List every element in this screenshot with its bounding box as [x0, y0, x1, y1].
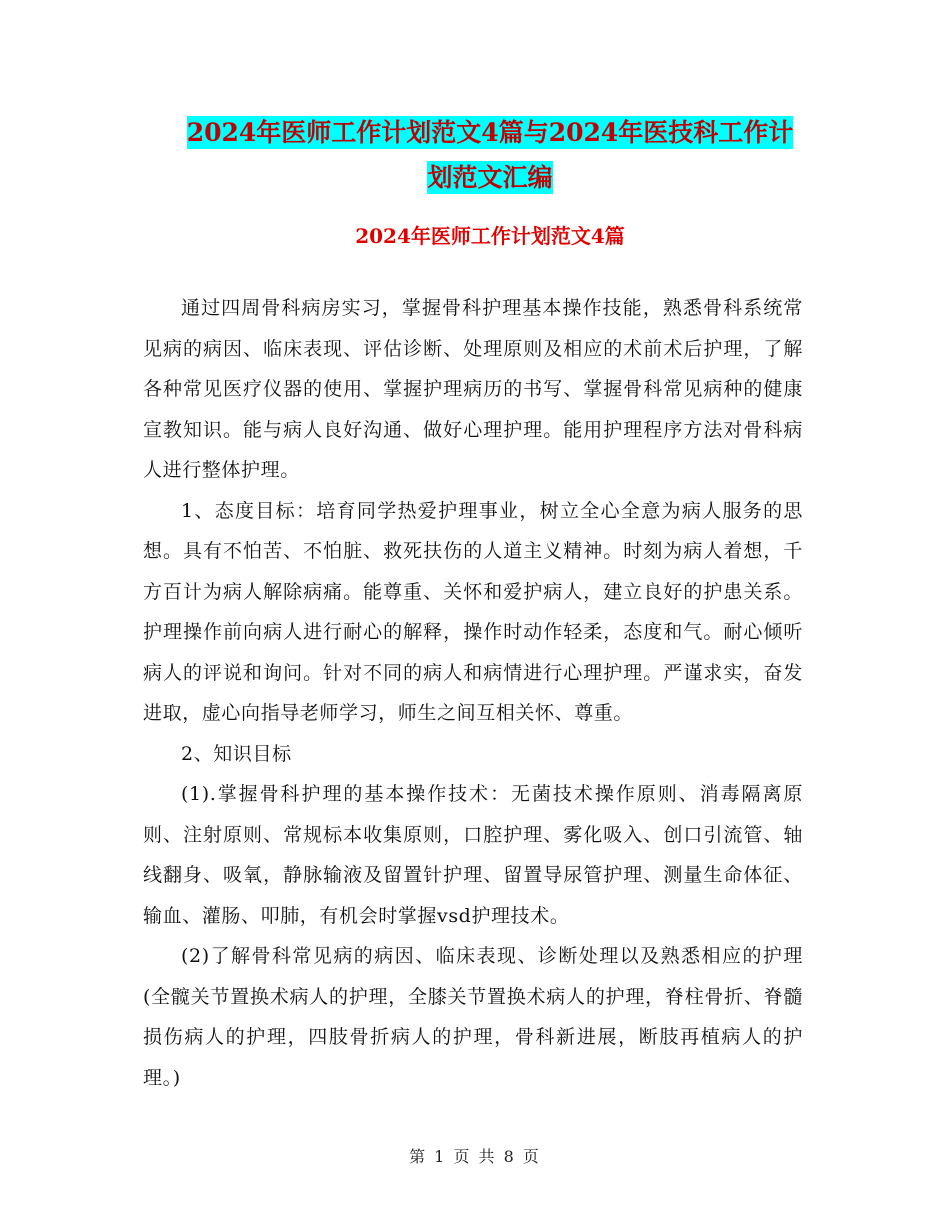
- title-line-1: 2024年医师工作计划范文4篇与2024年医技科工作计: [186, 118, 794, 147]
- document-title: [150, 110, 830, 200]
- page-footer: 第 1 页 共 8 页: [409, 1147, 541, 1166]
- paragraph-intro: 通过四周骨科病房实习，掌握骨科护理基本操作技能，熟悉骨科系统常见病的病因、临床表现、评估诊断、处理原则及相应的术前术后护理，了解各种常见医疗仪器的使用、掌握护理病历的书写、掌握骨科常见病种的健康宣教知识。能与病人良好沟通、做好心理护理。能用护理程序方法对骨科病人进行整体护理。: [143, 297, 803, 481]
- section-heading: 2024年医师工作计划范文4篇: [355, 224, 625, 248]
- paragraph-knowledge-item-2: (2)了解骨科常见病的病因、临床表现、诊断处理以及熟悉相应的护理(全髋关节置换术病人的护理，全膝关节置换术病人的护理，脊柱骨折、脊髓损伤病人的护理，四肢骨折病人的护理，骨科新进展，断肢再植病人的护理。): [143, 945, 803, 1089]
- document-body: [143, 288, 803, 1098]
- paragraph-attitude-goal: 1、态度目标：培育同学热爱护理事业，树立全心全意为病人服务的思想。具有不怕苦、不怕脏、救死扶伤的人道主义精神。时刻为病人着想，千方百计为病人解除病痛。能尊重、关怀和爱护病人，建立良好的护患关系。护理操作前向病人进行耐心的解释，操作时动作轻柔，态度和气。耐心倾听病人的评说和询问。针对不同的病人和病情进行心理护理。严谨求实，奋发进取，虚心向指导老师学习，师生之间互相关怀、尊重。: [143, 499, 803, 724]
- paragraph-knowledge-item-1: (1).掌握骨科护理的基本操作技术：无菌技术操作原则、消毒隔离原则、注射原则、常规标本收集原则，口腔护理、雾化吸入、创口引流管、轴线翻身、吸氧，静脉输液及留置针护理、留置导尿管护理、测量生命体征、输血、灌肠、叩肺，有机会时掌握vsd护理技术。: [143, 783, 803, 927]
- paragraph-knowledge-goal-heading: 2、知识目标: [181, 742, 292, 765]
- title-line-2: 划范文汇编: [427, 163, 553, 192]
